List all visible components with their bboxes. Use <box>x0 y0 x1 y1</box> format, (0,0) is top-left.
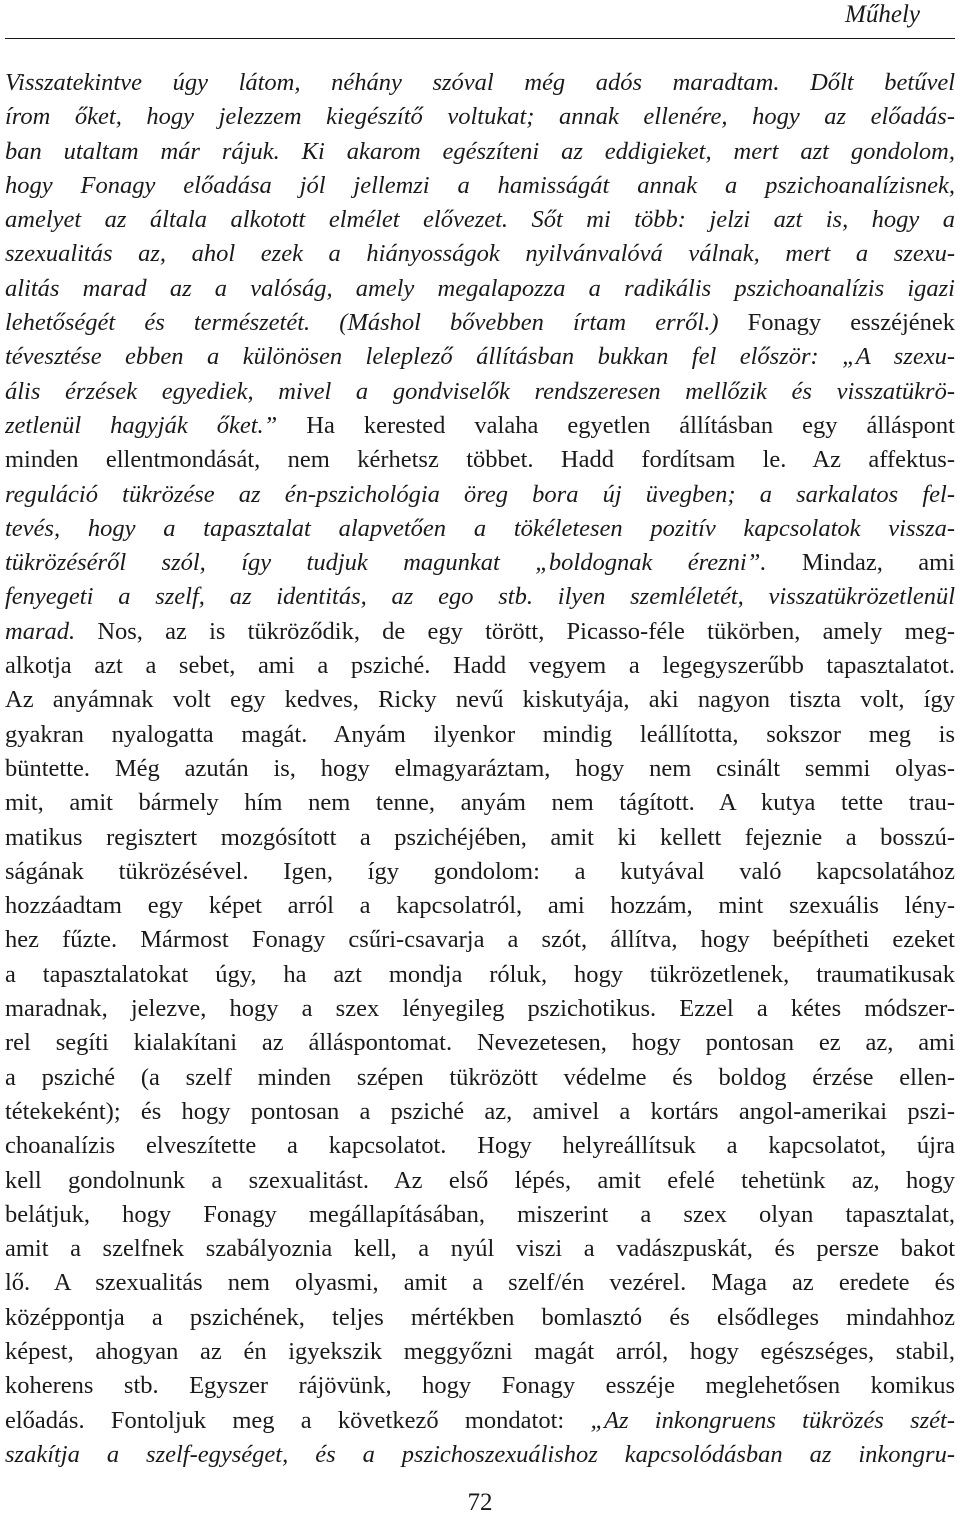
text-line <box>5 1438 955 1472</box>
header-rule <box>5 38 955 39</box>
text-line: koherens stb. Egyszer rájövünk, hogy Fonagy esszéje meglehetősen komikus <box>5 1372 955 1400</box>
text-line: amelyet az általa alkotott elmélet elővezet. Sőt mi több: jelzi azt is, hogy a <box>5 206 955 234</box>
text-line: ban utaltam már rájuk. Ki akarom egészíteni az eddigieket, mert azt gondolom, <box>5 137 955 165</box>
text-line: hogy Fonagy előadása jól jellemzi a hamisságát annak a pszichoanalízisnek, <box>5 171 955 199</box>
body-text <box>5 66 955 1472</box>
text-line <box>5 1404 955 1438</box>
text-line: belátjuk, hogy Fonagy megállapításában, miszerint a szex olyan tapasztalat, <box>5 1200 955 1228</box>
text-line: alitás marad az a valóság, amely megalapozza a radikális pszichoanalízis igazi <box>5 274 955 302</box>
roman-segment: Fonagy esszéjének <box>718 309 955 337</box>
text-line: középpontja a pszichének, teljes mértékben bomlasztó és elsődleges mindahhoz <box>5 1303 955 1331</box>
text-line <box>5 615 955 649</box>
text-line: kell gondolnunk a szexualitást. Az első lépés, amit efelé tehetünk az, hogy <box>5 1166 955 1194</box>
text-line: ális érzések egyediek, mivel a gondviselők rendszeresen mellőzik és visszatükrö- <box>5 377 955 405</box>
roman-segment: Mindaz, ami <box>766 549 955 577</box>
text-line <box>5 546 955 580</box>
italic-segment: zetlenül hagyják őket.” <box>5 411 278 439</box>
italic-segment: marad. <box>5 617 76 645</box>
text-line <box>5 409 955 443</box>
text-line: alkotja azt a sebet, ami a psziché. Hadd vegyem a legegyszerűbb tapasztalatot. <box>5 652 955 680</box>
text-line: tevés, hogy a tapasztalat alapvetően a tökéletesen pozitív kapcsolatok vissza- <box>5 514 955 542</box>
text-line <box>5 306 955 340</box>
italic-segment: „Az inkongruens tükrözés szét- <box>590 1406 955 1434</box>
text-line: matikus regisztert mozgósított a pszichéjében, amit ki kellett fejeznie a bosszú- <box>5 823 955 851</box>
roman-segment: Ha kerested valaha egyetlen állításban egy álláspont <box>277 411 955 439</box>
text-line: mit, amit bármely hím nem tenne, anyám nem tágított. A kutya tette trau- <box>5 789 955 817</box>
text-line: büntette. Még azután is, hogy elmagyaráztam, hogy nem csinált semmi olyas- <box>5 754 955 782</box>
text-line: choanalízis elveszítette a kapcsolatot. Hogy helyreállítsuk a kapcsolatot, újra <box>5 1132 955 1160</box>
text-line: minden ellentmondását, nem kérhetsz többet. Hadd fordítsam le. Az affektus- <box>5 446 955 474</box>
text-line: hozzáadtam egy képet arról a kapcsolatról, ami hozzám, mint szexuális lény- <box>5 892 955 920</box>
text-line: hez fűzte. Mármost Fonagy csűri-csavarja a szót, állítva, hogy beépítheti ezeket <box>5 926 955 954</box>
text-line: a psziché (a szelf minden szépen tükrözött védelme és boldog érzése ellen- <box>5 1063 955 1091</box>
italic-segment: tükrözéséről szól, így tudjuk magunkat „boldognak érezni”. <box>5 549 767 577</box>
text-line: fenyegeti a szelf, az identitás, az ego stb. ilyen szemléletét, visszatükrözetlenül <box>5 583 955 611</box>
roman-segment: Nos, az is tükröződik, de egy törött, Picasso-féle tükörben, amely meg- <box>75 617 955 645</box>
text-line: maradnak, jelezve, hogy a szex lényegileg pszichotikus. Ezzel a kétes módszer- <box>5 995 955 1023</box>
text-line: gyakran nyalogatta magát. Anyám ilyenkor mindig leállította, sokszor meg is <box>5 720 955 748</box>
text-line: szexualitás az, ahol ezek a hiányosságok nyilvánvalóvá válnak, mert a szexu- <box>5 240 955 268</box>
text-line: Visszatekintve úgy látom, néhány szóval még adós maradtam. Dőlt betűvel <box>5 69 955 96</box>
text-line: képest, ahogyan az én igyekszik meggyőzni magát arról, hogy egészséges, stabil, <box>5 1337 955 1365</box>
italic-segment: szakítja a szelf-egységet, és a pszichoszexuálishoz kapcsolódásban az inkongru- <box>5 1440 955 1468</box>
page-number: 72 <box>467 1489 493 1516</box>
text-line: lő. A szexualitás nem olyasmi, amit a szelf/én vezérel. Maga az eredete és <box>5 1269 955 1297</box>
text-line: ságának tükrözésével. Igen, így gondolom: a kutyával való kapcsolatához <box>5 857 955 885</box>
text-line: a tapasztalatokat úgy, ha azt mondja róluk, hogy tükrözetlenek, traumatikusak <box>5 960 955 988</box>
roman-segment: előadás. Fontoljuk meg a következő mondatot: <box>5 1406 591 1434</box>
running-head: Műhely <box>845 1 920 28</box>
text-line: tévesztése ebben a különösen leleplező állításban bukkan fel először: „A szexu- <box>5 343 955 371</box>
text-line: tétekeként); és hogy pontosan a psziché az, amivel a kortárs angol-amerikai pszi- <box>5 1097 955 1125</box>
italic-segment: lehetőségét és természetét. (Máshol bővebben írtam erről.) <box>5 309 719 337</box>
text-line: rel segíti kialakítani az álláspontomat. Nevezetesen, hogy pontosan ez az, ami <box>5 1029 955 1057</box>
text-line: Az anyámnak volt egy kedves, Ricky nevű kiskutyája, aki nagyon tiszta volt, így <box>5 686 955 714</box>
italic-segment: reguláció tükrözése az én-pszichológia öreg bora új üvegben; a sarkalatos fel- <box>5 480 955 508</box>
text-line: amit a szelfnek szabályoznia kell, a nyúl viszi a vadászpuskát, és persze bakot <box>5 1235 955 1263</box>
text-line <box>5 478 955 512</box>
text-line: írom őket, hogy jelezzem kiegészítő voltukat; annak ellenére, hogy az előadás- <box>5 103 955 131</box>
